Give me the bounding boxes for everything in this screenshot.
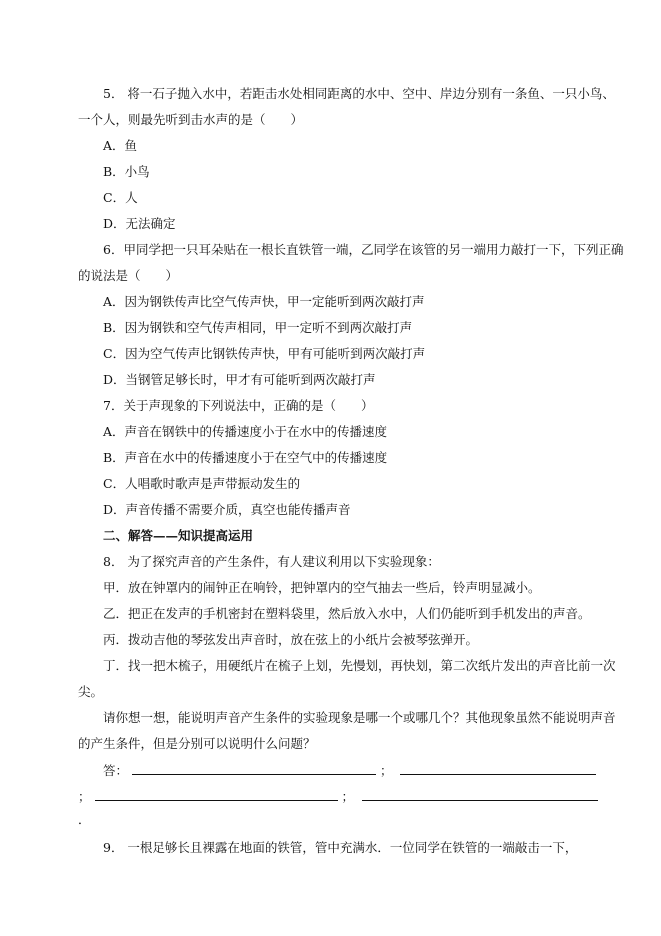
q8-answer-row1 [103,762,596,779]
q8-stem: 8． 为了探究声音的产生条件，有人建议利用以下实验现象： [103,554,440,569]
q5-stem-line1: 5． 将一石子抛入水中，若距击水处相同距离的水中、空中、岸边分别有一条鱼、一只小鸟、 [103,86,615,101]
answer-blank-1[interactable] [132,762,376,775]
q8-item-ding-line1: 丁．找一把木梳子，用硬纸片在梳子上划，先慢划，再快划，第二次纸片发出的声音比前一次 [103,658,616,673]
q6-stem-line2: 的说法是（ ） [78,268,179,283]
section-heading: 二、解答——知识提高运用 [103,528,254,543]
q7-option-c: C．人唱歌时歌声是声带振动发生的 [103,476,301,491]
q7-stem: 7．关于声现象的下列说法中，正确的是（ ） [103,398,374,413]
answer-separator-2: ； [78,789,91,804]
answer-blank-3[interactable] [95,788,338,801]
answer-blank-4[interactable] [362,788,598,801]
q7-option-a: A．声音在钢铁中的传播速度小于在水中的传播速度 [103,424,388,439]
q8-item-yi: 乙．把正在发声的手机密封在塑料袋里，然后放入水中，人们仍能听到手机发出的声音。 [103,606,591,621]
answer-separator-1: ； [379,763,393,778]
answer-label: 答： [103,763,129,778]
answer-separator-3: ； [341,789,354,804]
q6-option-c: C．因为空气传声比钢铁传声快，甲有可能听到两次敲打声 [103,346,426,361]
q7-option-d: D．声音传播不需要介质，真空也能传播声音 [103,502,351,517]
q8-item-ding-line2: 尖。 [78,684,104,699]
q8-item-bing: 丙．拨动吉他的琴弦发出声音时，放在弦上的小纸片会被琴弦弹开。 [103,632,479,647]
q6-option-d: D．当钢管足够长时，甲才有可能听到两次敲打声 [103,372,376,387]
q5-stem-line2: 一个人，则最先听到击水声的是（ ） [78,112,304,127]
q8-question-line1: 请你想一想，能说明声音产生条件的实验现象是哪一个或哪几个？其他现象虽然不能说明声音 [103,710,616,725]
q8-question-line2: 的产生条件，但是分别可以说明什么问题？ [78,736,316,751]
q5-option-b: B．小鸟 [103,164,150,179]
q8-item-jia: 甲．放在钟罩内的闹钟正在响铃，把钟罩内的空气抽去一些后，铃声明显减小。 [103,580,541,595]
q6-option-b: B．因为钢铁和空气传声相同，甲一定听不到两次敲打声 [103,320,413,335]
q5-option-d: D．无法确定 [103,216,176,231]
q5-option-a: A．鱼 [103,138,138,153]
q6-option-a: A．因为钢铁传声比空气传声快，甲一定能听到两次敲打声 [103,294,425,309]
answer-blank-2[interactable] [400,762,596,775]
q9-stem-line1: 9． 一根足够长且裸露在地面的铁管，管中充满水．一位同学在铁管的一端敲击一下， [103,840,578,855]
q5-option-c: C．人 [103,190,138,205]
q7-option-b: B．声音在水中的传播速度小于在空气中的传播速度 [103,450,388,465]
q6-stem-line1: 6．甲同学把一只耳朵贴在一根长直铁管一端，乙同学在该管的另一端用力敲打一下，下列正确 [103,242,624,257]
q8-answer-end: ． [78,812,91,827]
q8-answer-row2 [78,788,598,805]
